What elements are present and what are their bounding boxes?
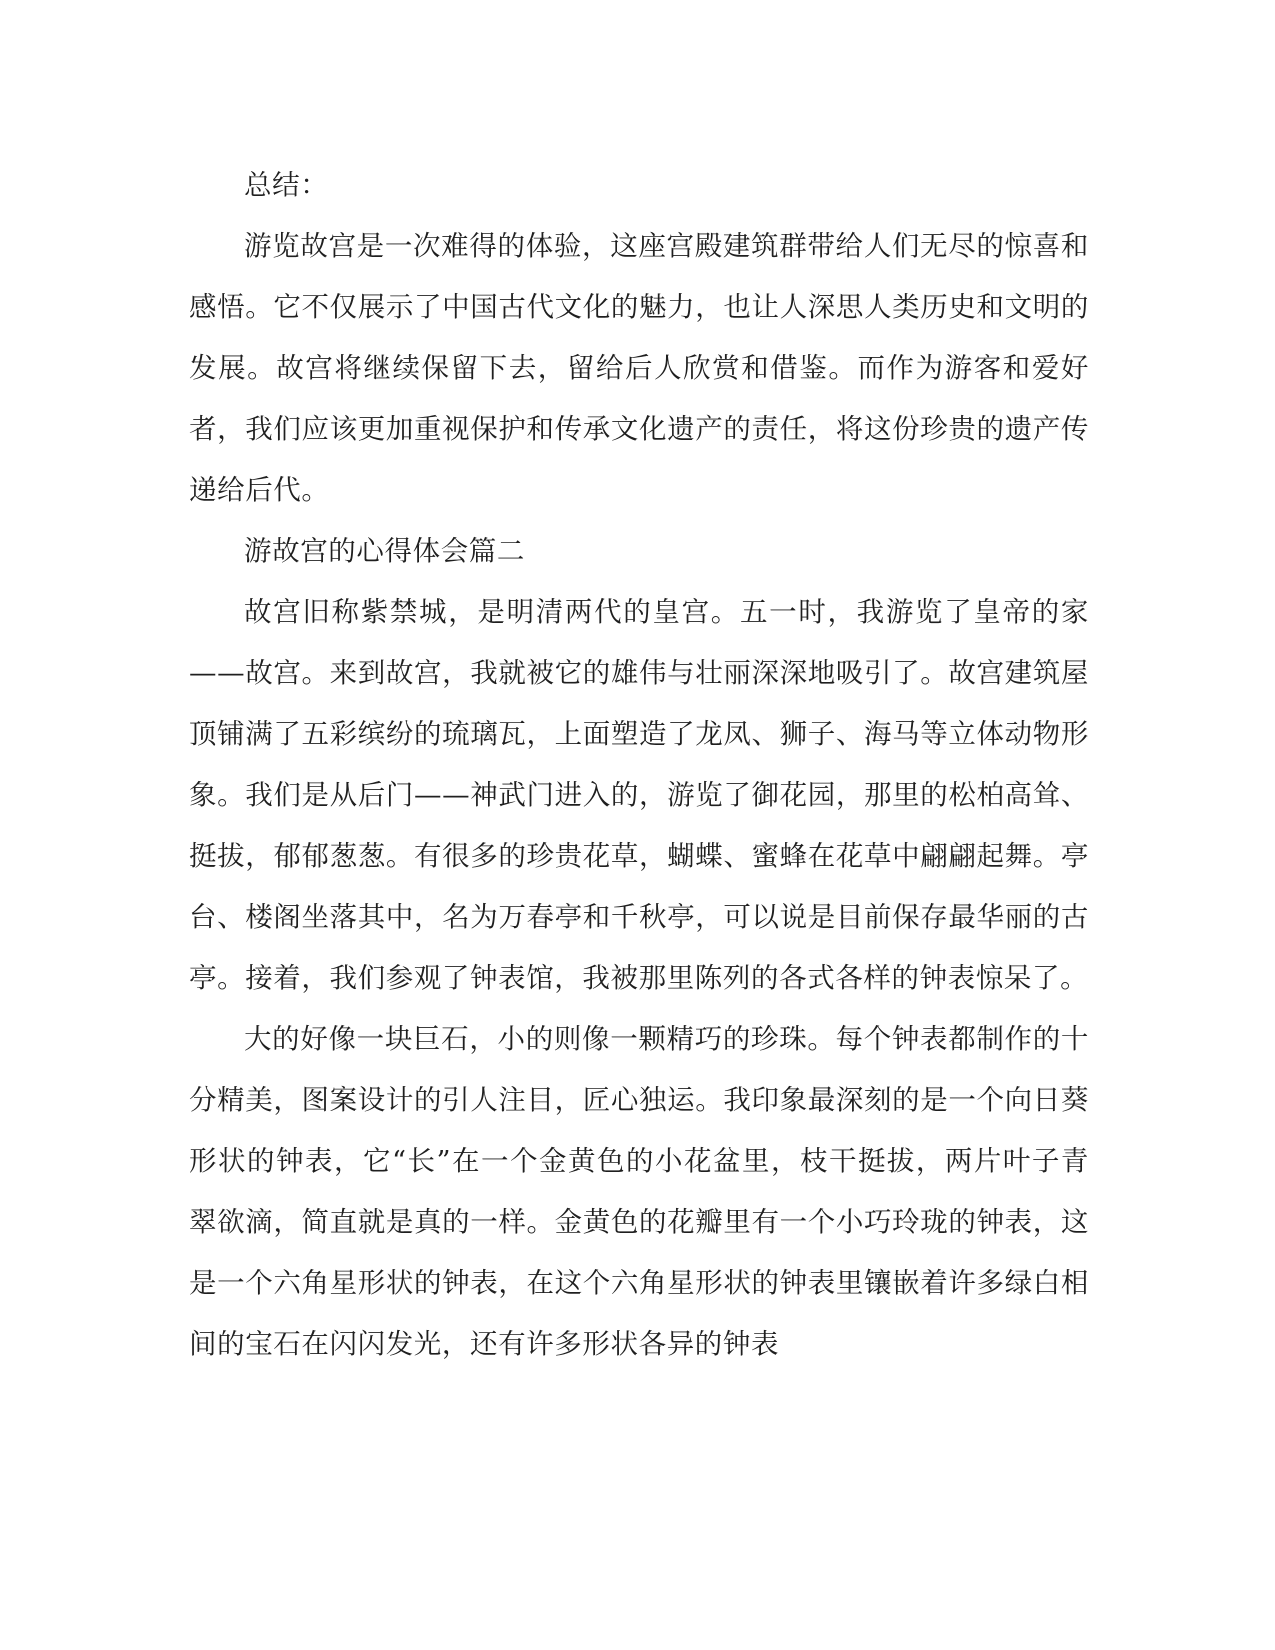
document-body <box>189 155 1089 1375</box>
summary-paragraph: 游览故宫是一次难得的体验，这座宫殿建筑群带给人们无尽的惊喜和感悟。它不仅展示了中国古代文化的魅力，也让人深思人类历史和文明的发展。故宫将继续保留下去，留给后人欣赏和借鉴。而作为游客和爱好者，我们应该更加重视保护和传承文化遗产的责任，将这份珍贵的遗产传递给后代。 <box>189 230 1089 506</box>
section-title: 游故宫的心得体会篇二 <box>244 535 525 567</box>
summary-label: 总结： <box>244 169 329 201</box>
body-paragraph-2: 大的好像一块巨石，小的则像一颗精巧的珍珠。每个钟表都制作的十分精美，图案设计的引人注目，匠心独运。我印象最深刻的是一个向日葵形状的钟表，它“长”在一个金黄色的小花盆里，枝干挺拔，两片叶子青翠欲滴，简直就是真的一样。金黄色的花瓣里有一个小巧玲珑的钟表，这是一个六角星形状的钟表，在这个六角星形状的钟表里镶嵌着许多绿白相间的宝石在闪闪发光，还有许多形状各异的钟表 <box>189 1023 1089 1360</box>
body-paragraph-1: 故宫旧称紫禁城，是明清两代的皇宫。五一时，我游览了皇帝的家——故宫。来到故宫，我就被它的雄伟与壮丽深深地吸引了。故宫建筑屋顶铺满了五彩缤纷的琉璃瓦，上面塑造了龙凤、狮子、海马等立体动物形象。我们是从后门——神武门进入的，游览了御花园，那里的松柏高耸、挺拔，郁郁葱葱。有很多的珍贵花草，蝴蝶、蜜蜂在花草中翩翩起舞。亭台、楼阁坐落其中，名为万春亭和千秋亭，可以说是目前保存最华丽的古亭。接着，我们参观了钟表馆，我被那里陈列的各式各样的钟表惊呆了。 <box>189 596 1089 994</box>
